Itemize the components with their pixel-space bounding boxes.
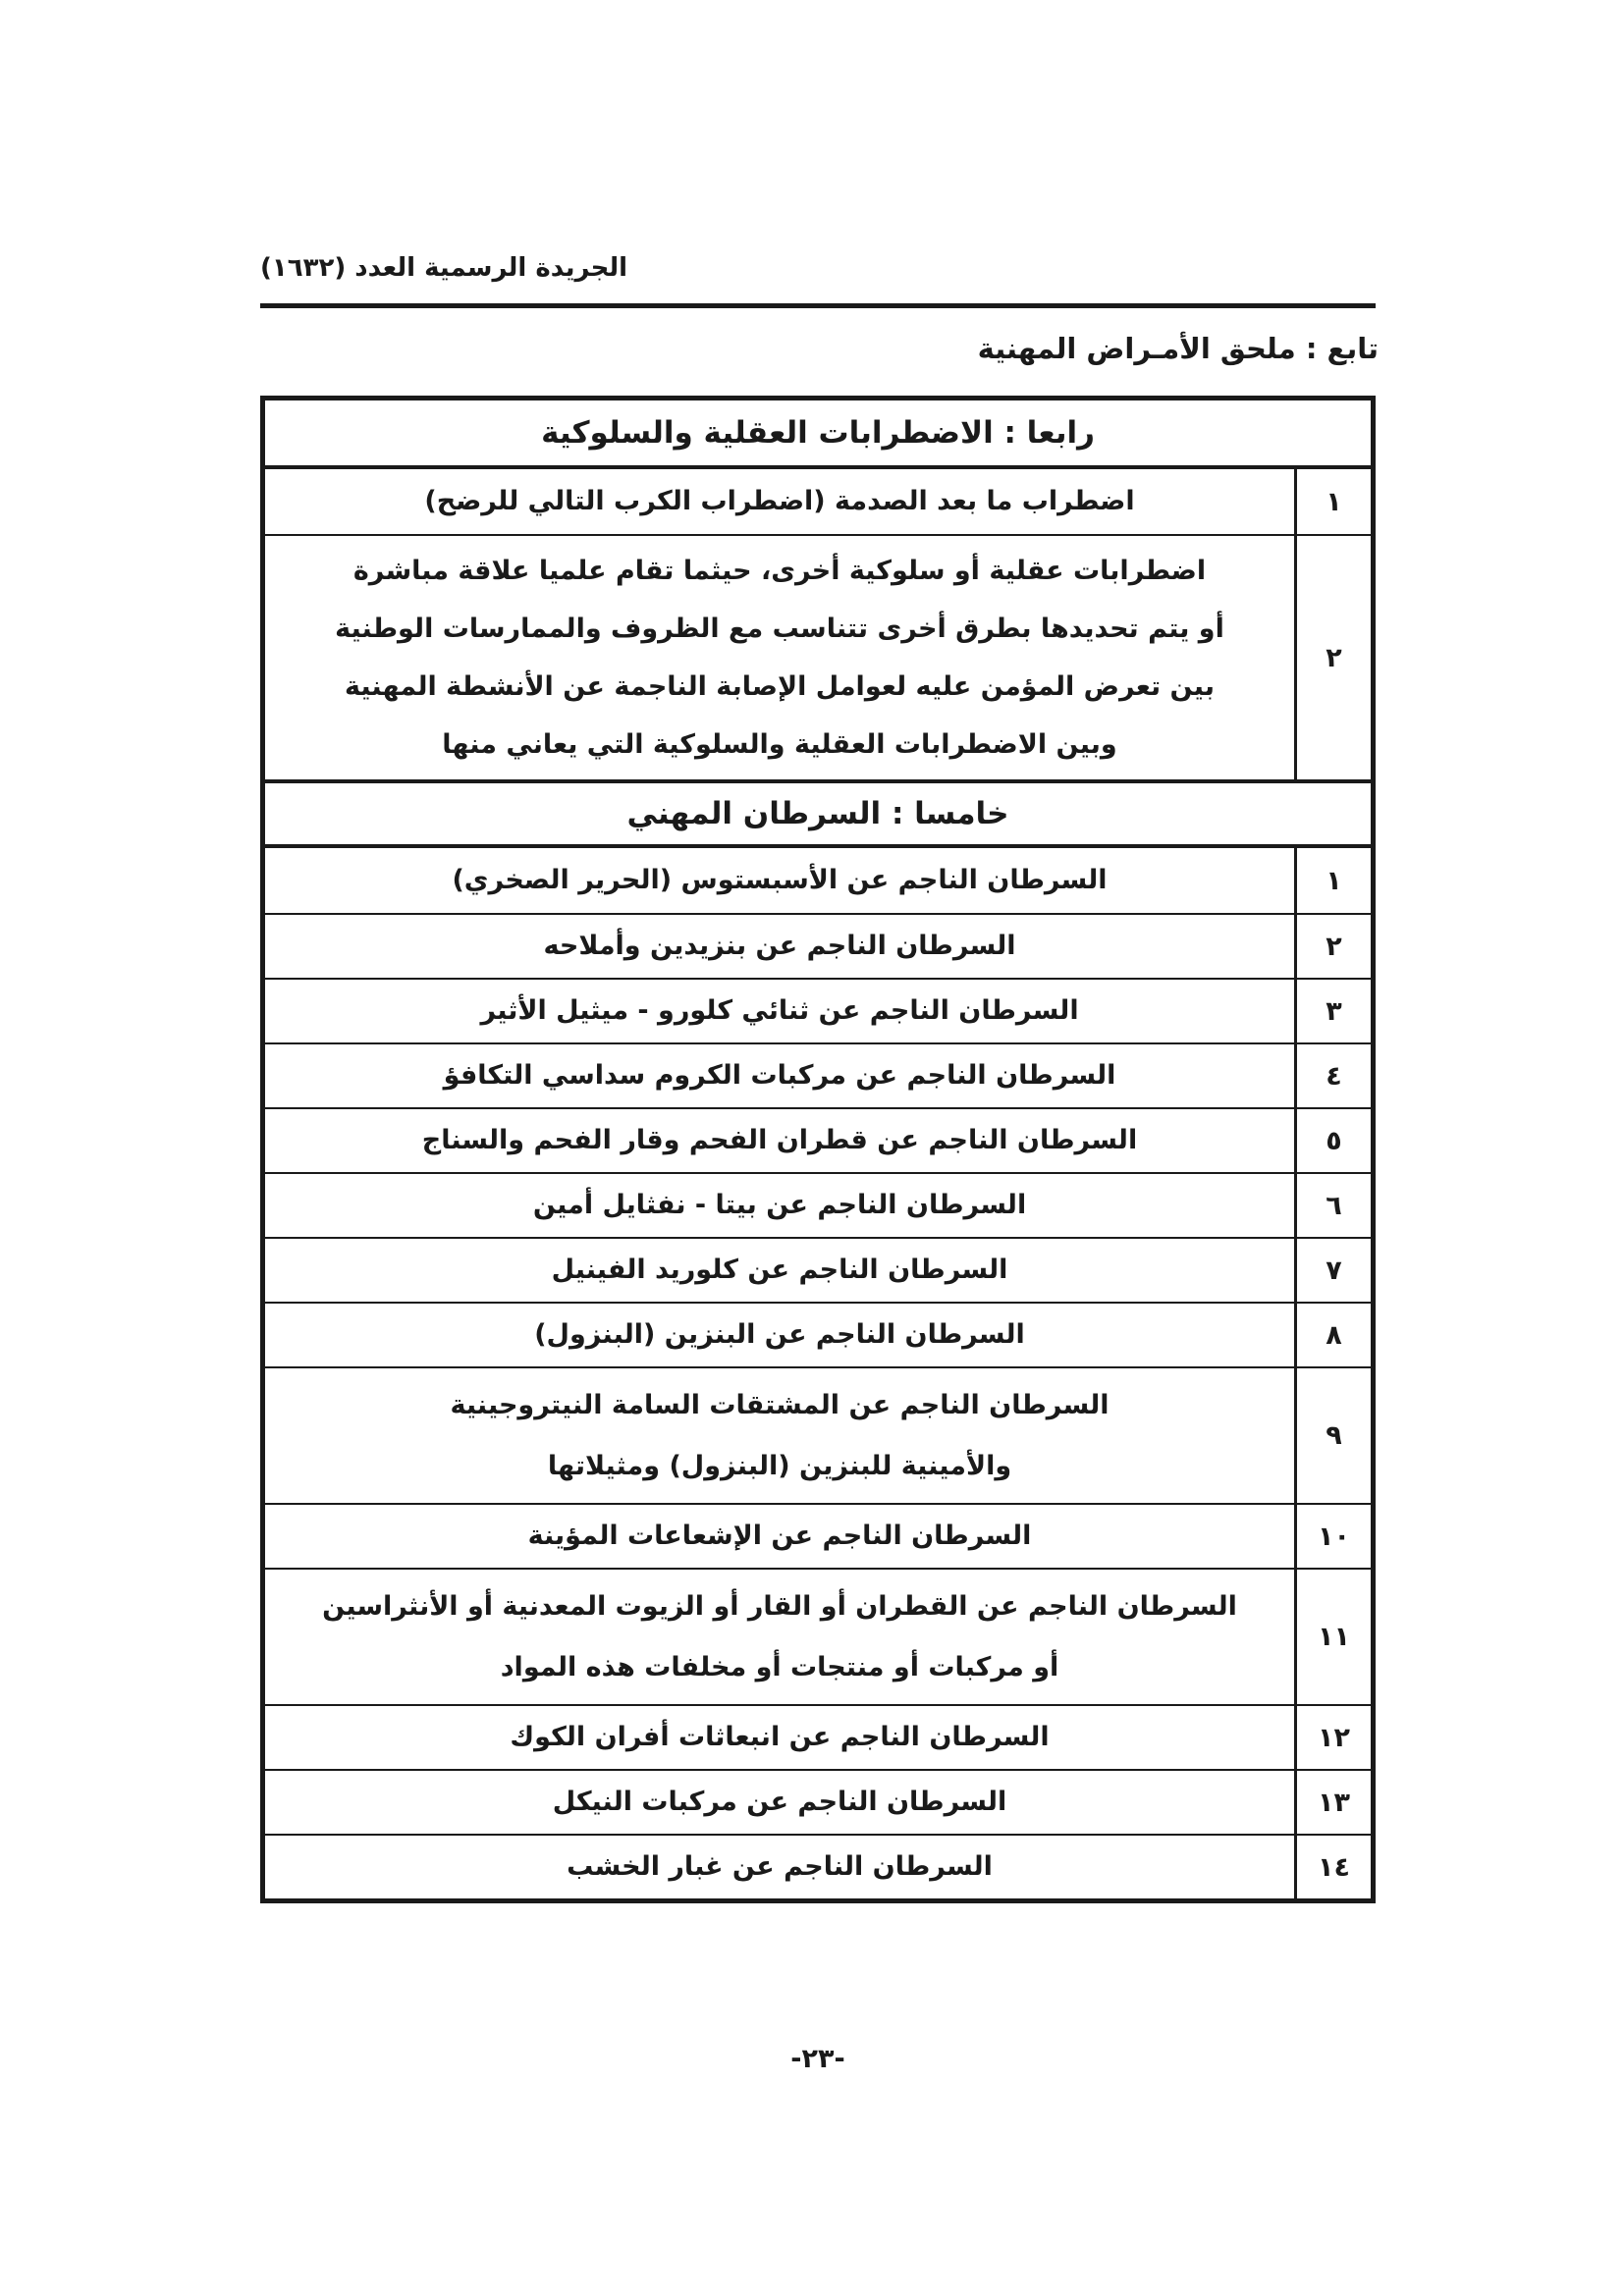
section-title-text: خامسا : السرطان المهني: [626, 796, 1009, 831]
row-text: [265, 1570, 1294, 1704]
row-text: [265, 915, 1294, 978]
row-number: ٤: [1294, 1044, 1371, 1107]
table-row: [265, 1704, 1371, 1769]
table-row: [265, 1568, 1371, 1704]
row-text-line: بين تعرض المؤمن عليه لعوامل الإصابة الناجمة عن الأنشطة المهنية: [345, 670, 1215, 702]
page-number: -٢٣-: [790, 2044, 845, 2074]
occupational-diseases-table: [260, 396, 1376, 1903]
row-text-line: السرطان الناجم عن ثنائي كلورو - ميثيل الأثير: [480, 995, 1079, 1027]
row-text-line: وبين الاضطرابات العقلية والسلوكية التي يعاني منها: [442, 728, 1117, 760]
row-text-line: السرطان الناجم عن بيتا - نفثايل أمين: [532, 1190, 1027, 1221]
row-text-line: السرطان الناجم عن غبار الخشب: [567, 1851, 993, 1883]
table-row: [265, 1302, 1371, 1366]
row-text-line: السرطان الناجم عن بنزيدين وأملاحه: [543, 931, 1016, 962]
row-text-line: اضطراب ما بعد الصدمة (اضطراب الكرب التالي للرضح): [424, 486, 1135, 517]
row-number: ٥: [1294, 1109, 1371, 1172]
row-number: ١: [1294, 848, 1371, 913]
table-row: [265, 1172, 1371, 1237]
row-text-line: السرطان الناجم عن القطران أو القار أو الزيوت المعدنية أو الأنثراسين: [322, 1590, 1237, 1622]
row-text: [265, 469, 1294, 534]
row-text-line: السرطان الناجم عن مركبات النيكل: [552, 1787, 1007, 1818]
row-number: ١٢: [1294, 1706, 1371, 1769]
row-text: [265, 1368, 1294, 1503]
row-number: ٨: [1294, 1304, 1371, 1366]
row-number: ٩: [1294, 1368, 1371, 1503]
row-text: [265, 1239, 1294, 1302]
row-text: [265, 536, 1294, 779]
row-text: [265, 1771, 1294, 1834]
table-row: [265, 1042, 1371, 1107]
section-title-text: رابعا : الاضطرابات العقلية والسلوكية: [541, 415, 1095, 451]
row-text: [265, 1174, 1294, 1237]
table-row: [265, 848, 1371, 913]
masthead-rule: [260, 303, 1376, 308]
table-row: [265, 913, 1371, 978]
row-text-line: السرطان الناجم عن قطران الفحم وقار الفحم والسناج: [421, 1125, 1138, 1156]
table-row: [265, 1237, 1371, 1302]
row-text-line: والأمينية للبنزين (البنزول) ومثيلاتها: [547, 1451, 1012, 1482]
table-row: [265, 1769, 1371, 1834]
row-text: [265, 980, 1294, 1042]
table-row: [265, 978, 1371, 1042]
row-text-line: أو مركبات أو منتجات أو مخلفات هذه المواد: [500, 1652, 1059, 1683]
row-text: [265, 1505, 1294, 1568]
row-number: ١: [1294, 469, 1371, 534]
row-text-line: السرطان الناجم عن الأسبستوس (الحرير الصخري): [452, 865, 1108, 896]
row-text: [265, 1109, 1294, 1172]
row-text-line: السرطان الناجم عن كلوريد الفينيل: [551, 1255, 1008, 1286]
row-text: [265, 1706, 1294, 1769]
section-title-mental-disorders: [265, 400, 1371, 469]
row-number: ٦: [1294, 1174, 1371, 1237]
row-number: ١٤: [1294, 1836, 1371, 1898]
table-row: [265, 469, 1371, 534]
annex-continuation-title: تابع : ملحق الأمـراض المهنية: [977, 332, 1379, 365]
table-row: [265, 1107, 1371, 1172]
row-text-line: أو يتم تحديدها بطرق أخرى تتناسب مع الظروف والممارسات الوطنية: [335, 613, 1224, 644]
row-number: ٢: [1294, 915, 1371, 978]
table-row: [265, 534, 1371, 779]
row-text: [265, 1304, 1294, 1366]
row-text-line: السرطان الناجم عن انبعاثات أفران الكوك: [510, 1722, 1050, 1753]
row-text: [265, 848, 1294, 913]
row-text: [265, 1044, 1294, 1107]
table-row: [265, 1366, 1371, 1503]
row-text-line: السرطان الناجم عن البنزين (البنزول): [534, 1319, 1025, 1351]
row-number: ٣: [1294, 980, 1371, 1042]
row-number: ١٣: [1294, 1771, 1371, 1834]
row-text: [265, 1836, 1294, 1898]
row-number: ٧: [1294, 1239, 1371, 1302]
row-text-line: السرطان الناجم عن الإشعاعات المؤينة: [527, 1521, 1032, 1552]
row-text-line: اضطرابات عقلية أو سلوكية أخرى، حيثما تقام علميا علاقة مباشرة: [352, 555, 1207, 586]
row-number: ١٠: [1294, 1505, 1371, 1568]
row-text-line: السرطان الناجم عن مركبات الكروم سداسي التكافؤ: [443, 1060, 1116, 1092]
row-text-line: السرطان الناجم عن المشتقات السامة النيتروجينية: [450, 1389, 1110, 1420]
row-number: ١١: [1294, 1570, 1371, 1704]
table-row: [265, 1834, 1371, 1898]
row-number: ٢: [1294, 536, 1371, 779]
gazette-title: الجريدة الرسمية العدد (١٦٣٢): [260, 253, 628, 283]
table-row: [265, 1503, 1371, 1568]
section-title-occupational-cancer: [265, 779, 1371, 848]
